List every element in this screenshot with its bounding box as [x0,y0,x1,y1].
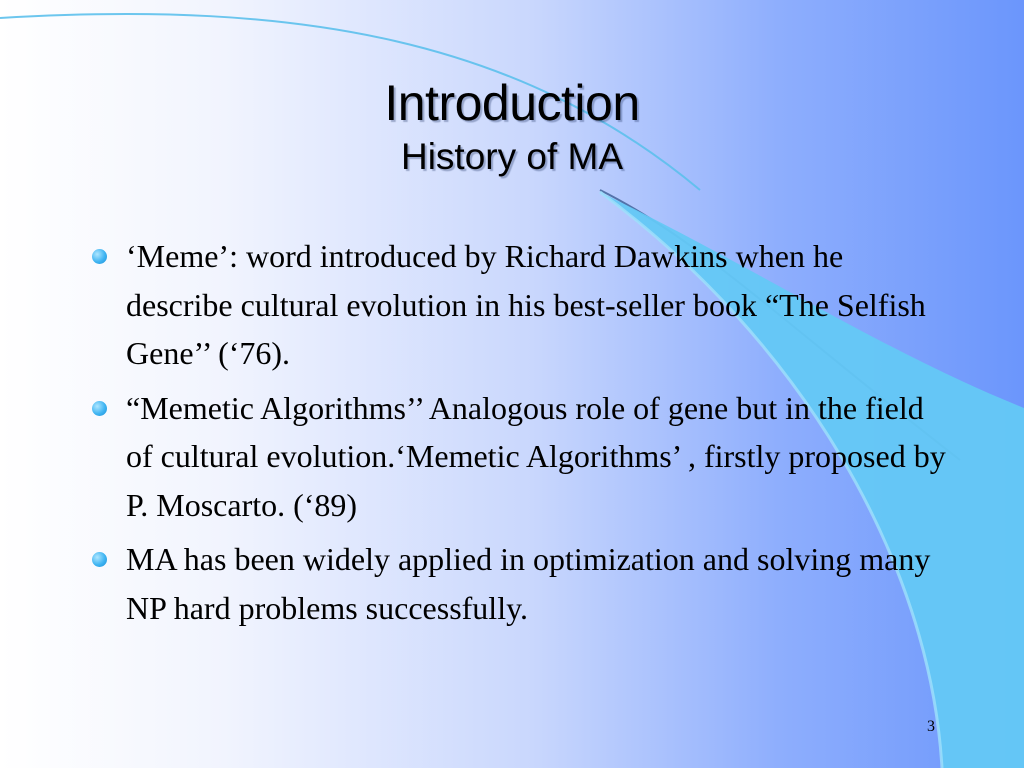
bullet-dot-icon [92,401,107,416]
bullet-item [88,535,948,632]
slide-subtitle: History of MA [400,136,624,177]
title-block [0,72,1024,180]
bullet-dot-icon [92,552,107,567]
bullet-text: MA has been widely applied in optimization and solving many NP hard problems successfully. [126,541,931,626]
slide-title: Introduction [384,75,640,131]
bullet-dot-icon [92,249,107,264]
bullet-text: “Memetic Algorithms’’ Analogous role of gene but in the field of cultural evolution.‘Memetic Algorithms’ , firstly proposed by P. Moscarto. (‘89) [126,389,946,523]
bullet-text: ‘Meme’: word introduced by Richard Dawkins when he describe cultural evolution in his best-seller book “The Selfish Gene’’ (‘76). [126,238,926,371]
bullet-item [88,232,948,378]
bullet-item [88,384,948,530]
bullet-list [88,232,948,638]
slide-number: 3 [927,718,935,735]
